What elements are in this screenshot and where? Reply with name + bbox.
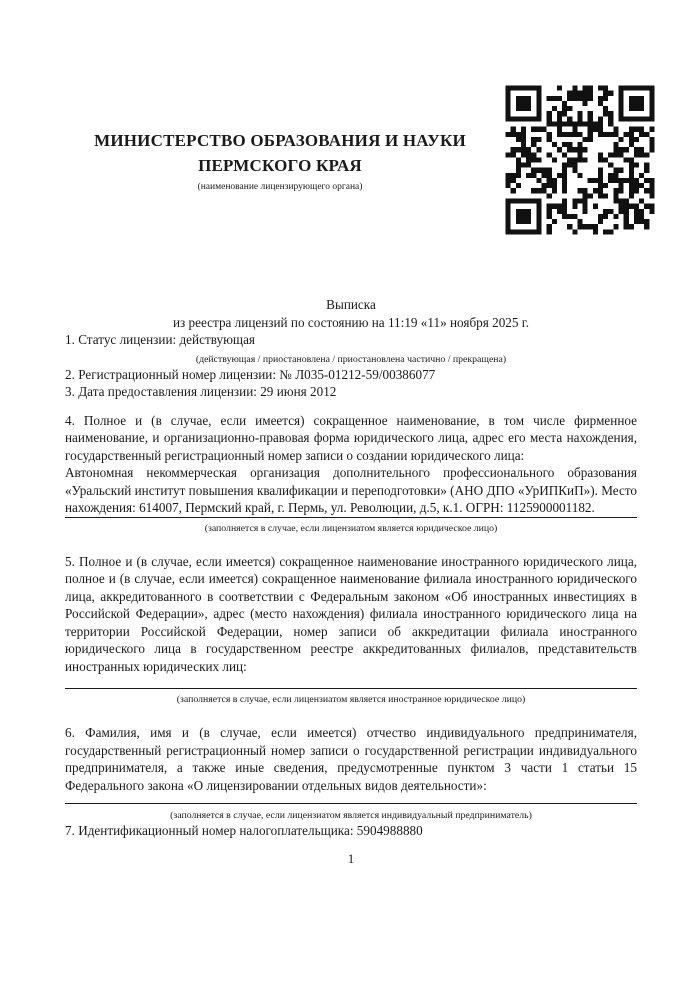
licensing-authority-block bbox=[65, 128, 495, 193]
fill-in-line bbox=[65, 688, 637, 689]
field-legal-entity-value: Автономная некоммерческая организация дополнительного профессионального образования «Уральский институт повышения квалификации и переподготовки» (АНО ДПО «УрИПКиП»). Место нахождения: 614007, Пермский край, г. Пермь, ул. Революции, д.5, к.1. ОГРН: 1125900001182. bbox=[65, 465, 637, 515]
page-number: 1 bbox=[347, 850, 355, 866]
field-foreign-entity-label: 5. Полное и (в случае, если имеется) сокращенное наименование иностранного юридического лица, полное и (в случае, если имеется) сокращенное наименование филиала иностранного юридического лица, аккредитованного в соответствии с Федеральным законом «Об иностранных инвестициях в Российской Федерации», адрес (место нахождения) филиала иностранного юридического лица на территории Российской Федерации, номер записи об аккредитации филиала иностранного юридического лица в государственном реестре аккредитованных филиалов, представительств иностранных юридических лиц: bbox=[65, 553, 637, 674]
field-license-status-hint: (действующая / приостановлена / приостановлена частично / прекращена) bbox=[195, 353, 507, 365]
qr-code-icon bbox=[503, 82, 657, 238]
field-foreign-entity bbox=[65, 553, 637, 707]
fill-in-line bbox=[65, 803, 637, 804]
field-individual-entrepreneur bbox=[65, 724, 637, 822]
ministry-name-line1: МИНИСТЕРСТВО ОБРАЗОВАНИЯ И НАУКИ bbox=[94, 131, 466, 150]
field-legal-entity bbox=[65, 412, 637, 535]
document-header bbox=[0, 0, 700, 238]
licensing-authority-caption: (наименование лицензирующего органа) bbox=[197, 182, 363, 192]
document-title-line1: Выписка bbox=[326, 297, 376, 312]
field-license-status: 1. Статус лицензии: действующая bbox=[65, 332, 256, 347]
fill-in-line bbox=[65, 517, 637, 518]
field-registration-number: 2. Регистрационный номер лицензии: № Л035-01212-59/00386077 bbox=[65, 366, 436, 382]
field-legal-entity-label: 4. Полное и (в случае, если имеется) сокращенное наименование, в том числе фирменное наименование, и организационно-правовая форма юридического лица, адрес его места нахождения, государственный регистрационный номер записи о создании юридического лица: bbox=[65, 412, 637, 463]
ministry-name bbox=[65, 128, 495, 178]
field-grant-date: 3. Дата предоставления лицензии: 29 июня 2012 bbox=[65, 384, 337, 399]
field-individual-entrepreneur-hint: (заполняется в случае, если лицензиатом является индивидуальный предприниматель) bbox=[170, 810, 532, 821]
field-taxpayer-number: 7. Идентификационный номер налогоплательщика: 5904988880 bbox=[65, 823, 423, 838]
document-body bbox=[0, 296, 700, 867]
field-individual-entrepreneur-label: 6. Фамилия, имя и (в случае, если имеется) отчество индивидуального предпринимателя, государственный регистрационный номер записи о государственной регистрации индивидуального предпринимателя, а также иные сведения, предусмотренные пунктом 3 части 1 статьи 15 Федерального закона «О лицензировании отдельных видов деятельности»: bbox=[65, 725, 637, 793]
field-legal-entity-hint: (заполняется в случае, если лицензиатом является юридическое лицо) bbox=[204, 522, 498, 534]
field-foreign-entity-hint: (заполняется в случае, если лицензиатом является иностранное юридическое лицо) bbox=[176, 694, 526, 705]
document-title bbox=[65, 296, 637, 331]
ministry-name-line2: ПЕРМСКОГО КРАЯ bbox=[198, 156, 362, 175]
document-title-line2: из реестра лицензий по состоянию на 11:19 «11» ноября 2025 г. bbox=[172, 314, 530, 330]
